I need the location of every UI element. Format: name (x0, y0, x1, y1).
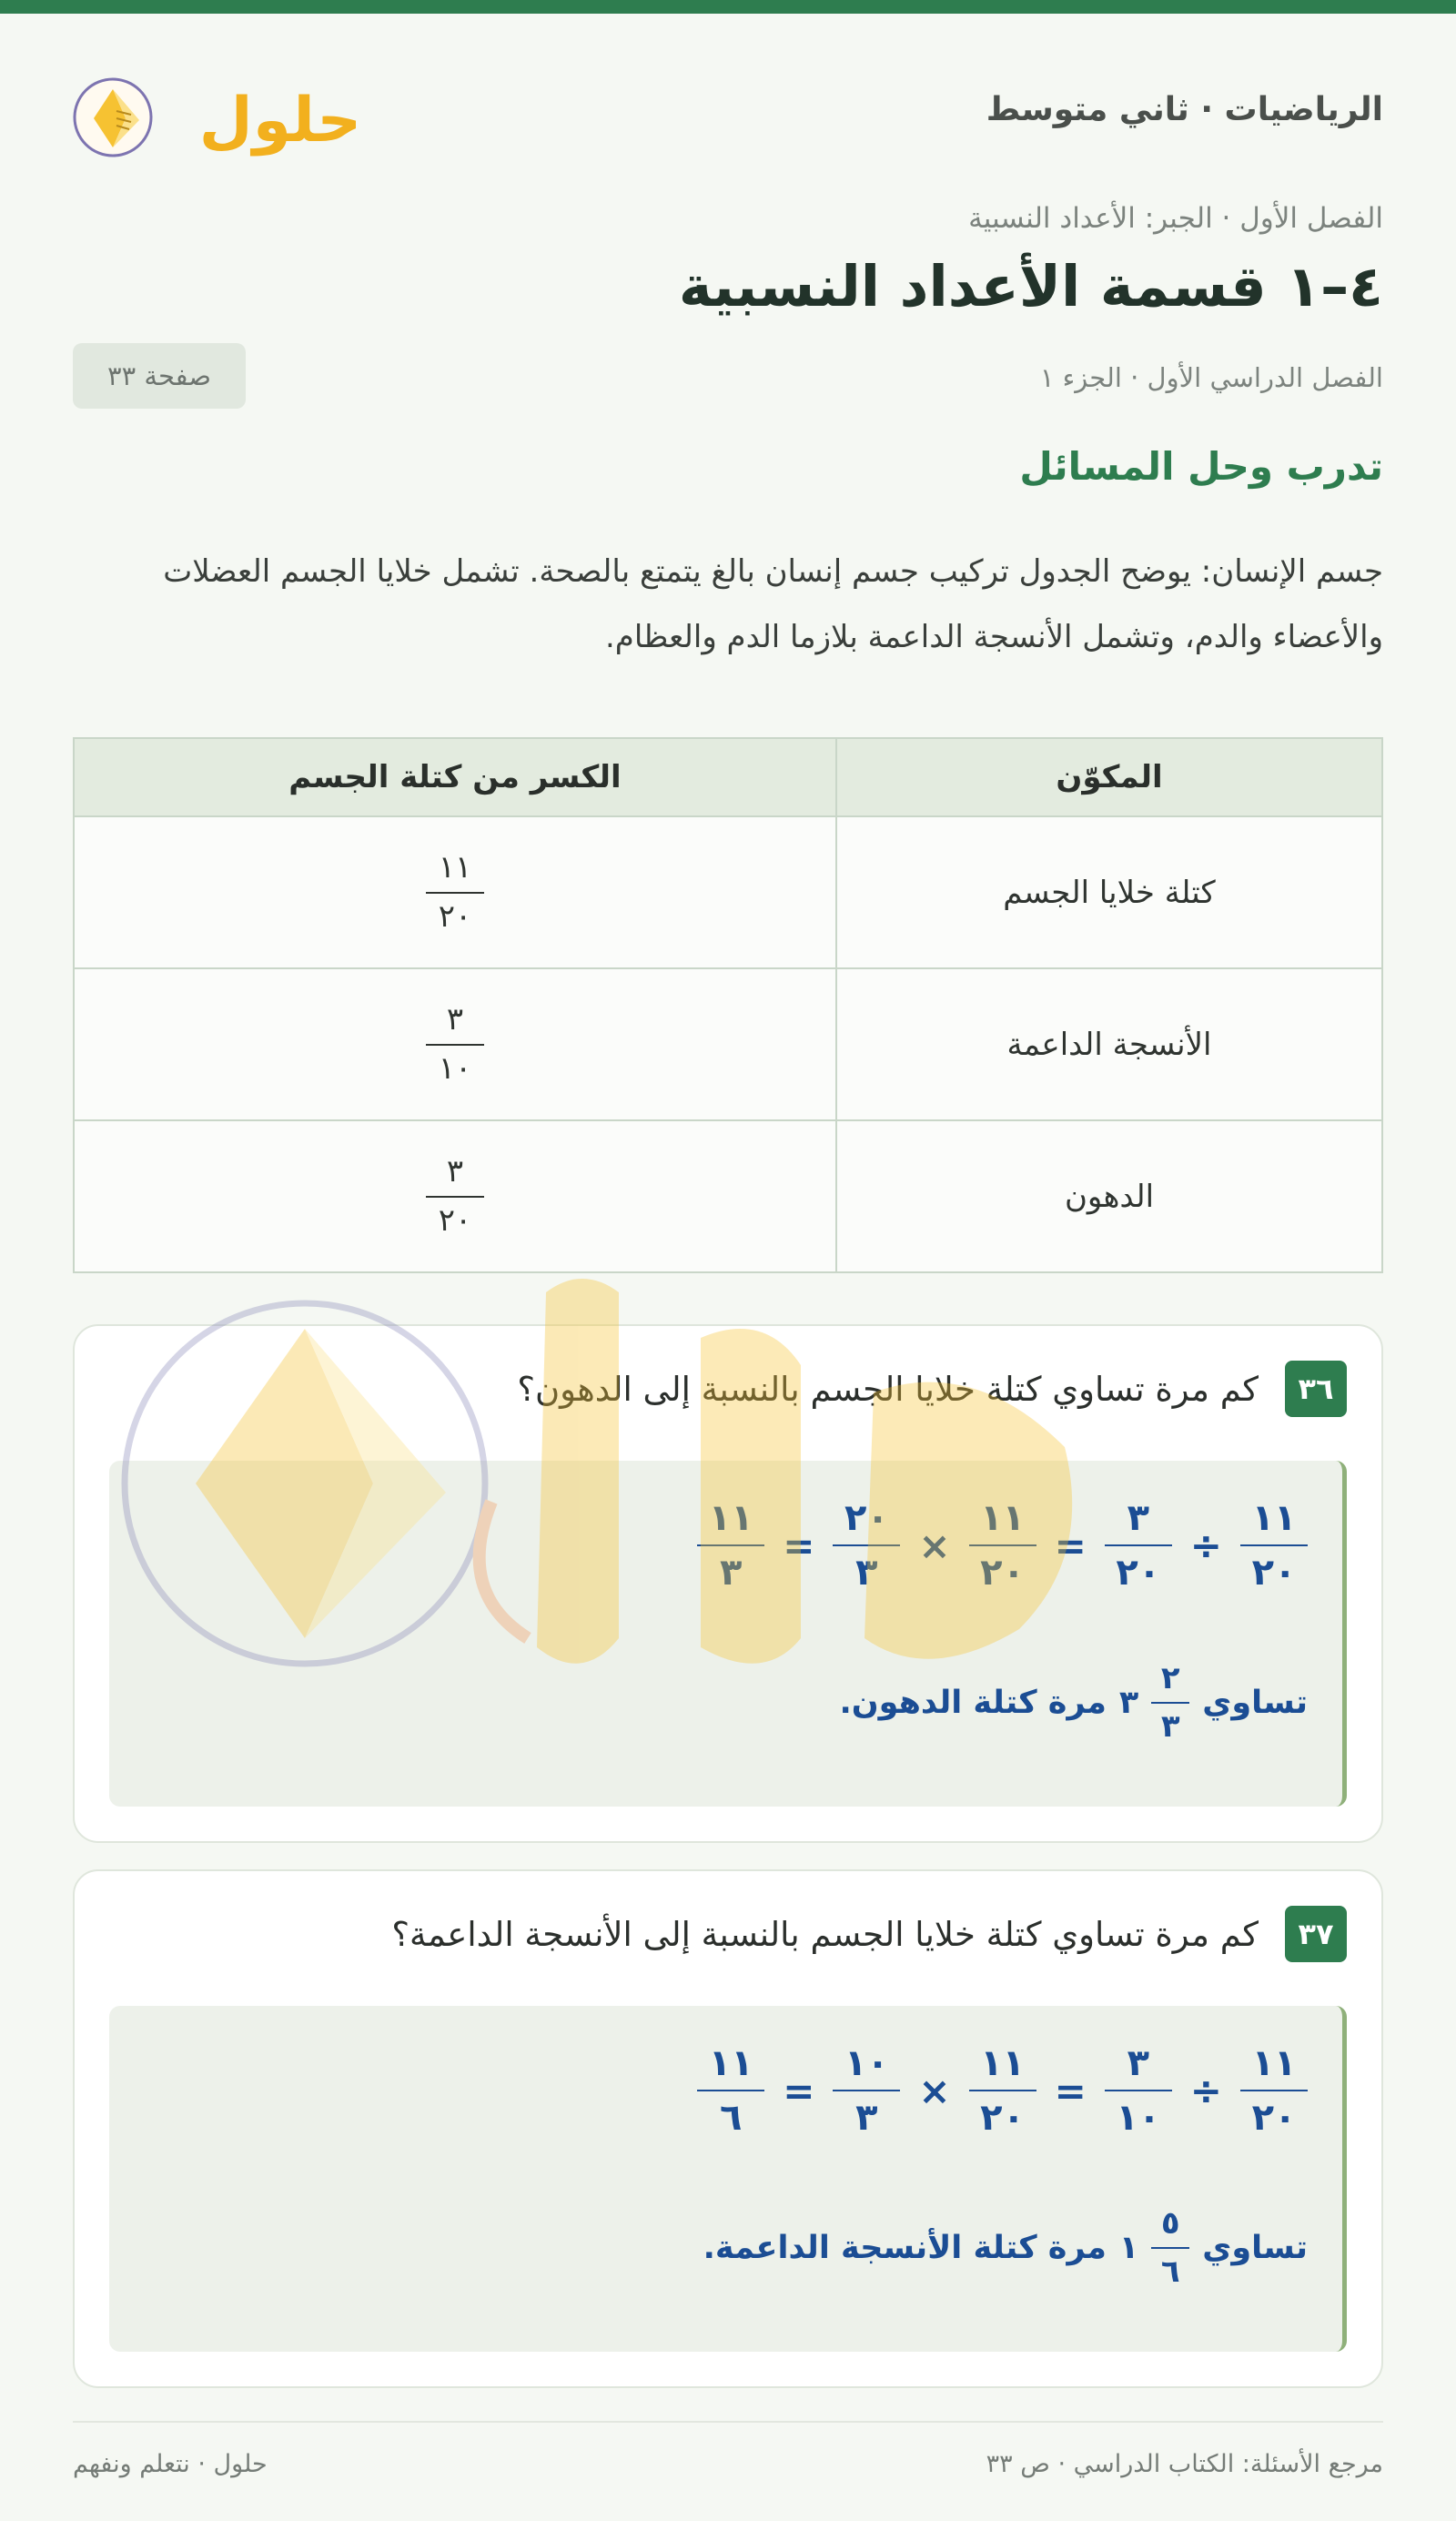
fraction (426, 1002, 484, 1086)
chapter-breadcrumb: الفصل الأول · الجبر: الأعداد النسبية (968, 202, 1383, 235)
fraction: $\frac{١١}{٦}$ (697, 2042, 764, 2139)
question-text: كم مرة تساوي كتلة خلايا الجسم بالنسبة إلى الدهون؟ (517, 1370, 1259, 1409)
lesson-title: ٤–١ قسمة الأعداد النسبية (678, 253, 1383, 319)
fraction: $\frac{١٠}{٣}$ (833, 2042, 900, 2139)
table-row (74, 968, 1382, 1120)
footer-reference: مرجع الأسئلة: الكتاب الدراسي · ص ٣٣ (986, 2450, 1383, 2478)
answer-prefix: تساوي (1202, 2230, 1308, 2267)
question-number-badge: ٣٧ (1285, 1906, 1347, 1962)
intro-paragraph: جسم الإنسان: يوضح الجدول تركيب جسم إنسان بالغ يتمتع بالصحة. تشمل خلايا الجسم العضلات والأعضاء والدم، وتشمل الأنسجة الداعمة بلازما الدم والعظام. (163, 553, 1383, 655)
numerator: ٣ (446, 1001, 464, 1038)
table-header-row (74, 738, 1382, 816)
fraction: $\frac{١١}{٢٠}$ (969, 2042, 1036, 2139)
answer-box (109, 1461, 1347, 1807)
question-card-37 (73, 1869, 1383, 2388)
answer-whole: ١ (1118, 2230, 1139, 2267)
fraction: $\frac{١١}{٢٠}$ (1240, 1497, 1308, 1594)
fraction: $\frac{٥}{٦}$ (1151, 2206, 1189, 2290)
answer-statement (840, 1661, 1308, 1745)
fraction: $\frac{١١}{٢٠}$ (969, 1497, 1036, 1594)
divide-operator: ÷ (1189, 2068, 1222, 2113)
multiply-operator: × (918, 1523, 951, 1568)
fraction: $\frac{٢٠}{٣}$ (833, 1497, 900, 1594)
table-row (74, 816, 1382, 968)
answer-prefix: تساوي (1202, 1685, 1308, 1722)
solution-equation (697, 2042, 1308, 2139)
equals-operator: = (1054, 2068, 1087, 2113)
header-component: المكوّن (836, 738, 1382, 816)
question-text: كم مرة تساوي كتلة خلايا الجسم بالنسبة إلى الأنسجة الداعمة؟ (391, 1915, 1259, 1954)
page-number-badge: صفحة ٣٣ (73, 343, 246, 409)
fraction (426, 850, 484, 934)
answer-statement (703, 2206, 1308, 2290)
fraction: $\frac{٣}{٢٠}$ (1105, 1497, 1172, 1594)
multiply-operator: × (918, 2068, 951, 2113)
section-title: تدرب وحل المسائل (1019, 444, 1383, 489)
fraction-cell (74, 816, 836, 968)
component-cell: الدهون (836, 1120, 1382, 1272)
subject-grade-label: الرياضيات · ثاني متوسط (986, 91, 1383, 128)
footer-divider (73, 2421, 1383, 2423)
answer-suffix: مرة كتلة الدهون. (839, 1685, 1107, 1722)
header-fraction: الكسر من كتلة الجسم (74, 738, 836, 816)
question-card-36 (73, 1324, 1383, 1843)
hulul-logo[interactable] (73, 64, 362, 164)
component-cell: الأنسجة الداعمة (836, 968, 1382, 1120)
component-cell: كتلة خلايا الجسم (836, 816, 1382, 968)
numerator: ٣ (446, 1153, 464, 1190)
fraction: $\frac{٢}{٣}$ (1151, 1661, 1189, 1745)
equals-operator: = (1054, 1523, 1087, 1568)
body-composition-table (73, 737, 1383, 1273)
answer-box (109, 2006, 1347, 2352)
equals-operator: = (783, 2068, 815, 2113)
fraction: $\frac{١١}{٢٠}$ (1240, 2042, 1308, 2139)
fraction: $\frac{٣}{١٠}$ (1105, 2042, 1172, 2139)
table-row (74, 1120, 1382, 1272)
equals-operator: = (783, 1523, 815, 1568)
footer-brand: حلول · نتعلم ونفهم (73, 2450, 268, 2478)
divide-operator: ÷ (1189, 1523, 1222, 1568)
semester-label: الفصل الدراسي الأول · الجزء ١ (1039, 362, 1383, 393)
solution-equation (697, 1497, 1308, 1594)
top-accent-bar (0, 0, 1456, 14)
denominator: ٢٠ (426, 1196, 484, 1239)
fraction: $\frac{١١}{٣}$ (697, 1497, 764, 1594)
answer-whole: ٣ (1118, 1685, 1139, 1722)
fraction-cell (74, 968, 836, 1120)
answer-suffix: مرة كتلة الأنسجة الداعمة. (703, 2230, 1107, 2267)
denominator: ٢٠ (426, 892, 484, 935)
fraction-cell (74, 1120, 836, 1272)
question-number-badge: ٣٦ (1285, 1361, 1347, 1417)
logo-icon (73, 64, 362, 164)
logo-wordmark: حلول (198, 85, 362, 157)
page-header (73, 64, 1383, 159)
numerator: ١١ (438, 849, 472, 886)
fraction (426, 1154, 484, 1238)
denominator: ١٠ (426, 1044, 484, 1087)
